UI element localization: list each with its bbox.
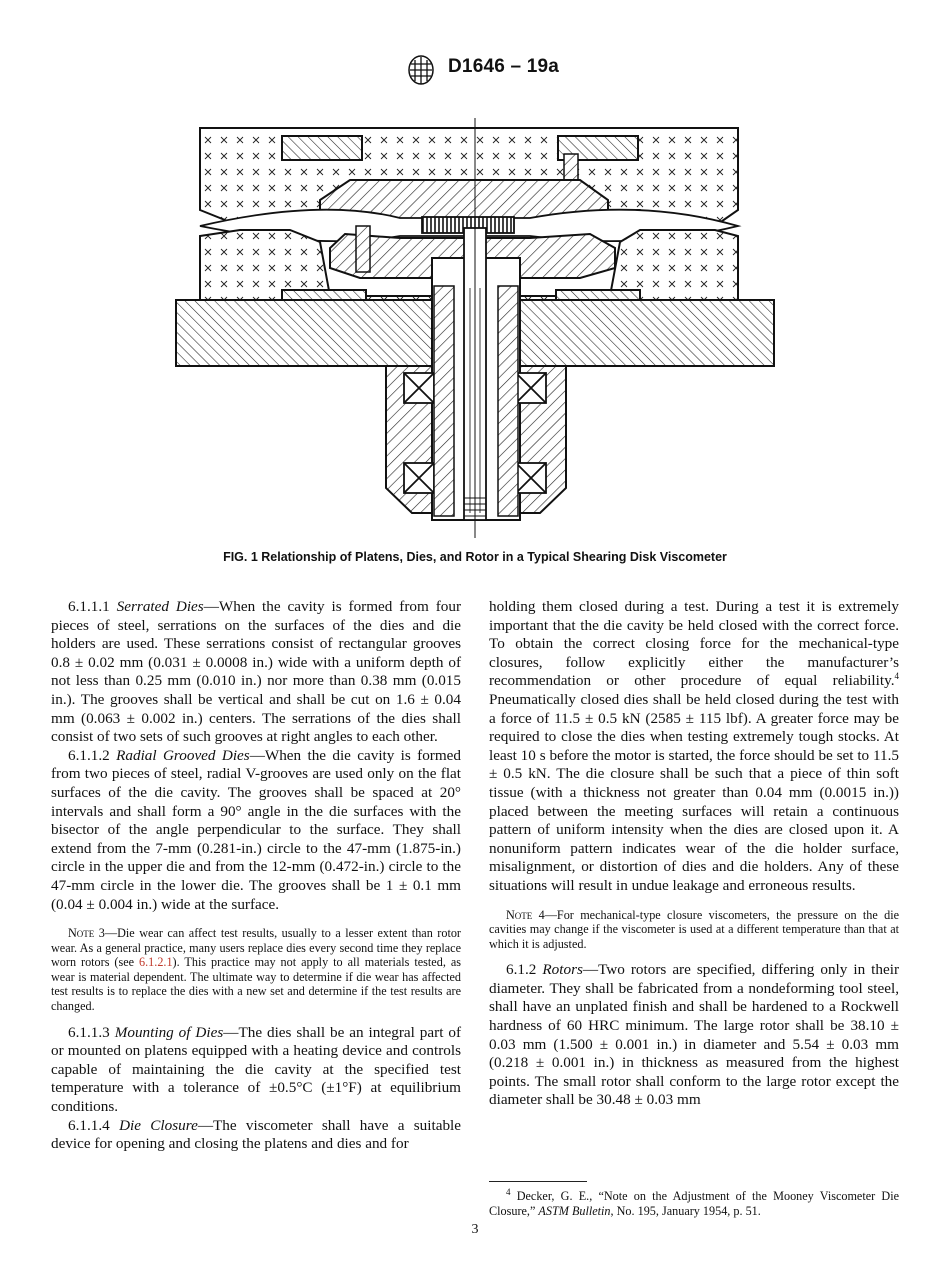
footnote-text: , No. 195, January 1954, p. 51. [610,1204,761,1218]
page-header [0,54,950,88]
astm-logo-icon [402,54,440,86]
viscometer-cross-section-figure [170,118,782,540]
footnote-ref[interactable]: 4 [894,671,899,682]
section-title: Mounting of Dies [114,1023,224,1041]
section-title: Serrated Dies [116,598,204,615]
section-6-1-1-2 [51,747,461,914]
note-text: —For mechanical-type closure viscometers, the pressure on the die cavities may change if the viscometer is used at a different temperature than that at which it is adjusted. [489,907,899,951]
left-column [51,598,461,1154]
section-title: Die Closure [119,1116,198,1134]
section-6-1-1-4-continued [489,598,899,896]
section-text: —The dies shall be an integral part of or mounted on platens equipped with a heating device and controls capable of maintaining the die cavity at the specified test temperature with a tolerance of ±0.5°C (±1°F) at equilibrium conditions. [51,1023,461,1116]
right-column [489,598,899,1110]
section-text: holding them closed during a test. During a test it is extremely important that the die cavity be held closed with the correct force. To obtain the correct closing force for the mechanical-type closures, follow explicitly either the manufacturer’s recommendation or other procedure of equal reliability. [489,598,899,690]
section-text: —When the cavity is formed from four pieces of steel, serrations on the surfaces of the dies and die holders are used. These serrations consist of rectangular grooves 0.8 ± 0.02 mm (0.031 ± 0.0008 in.) wide with a uniform depth of not less than 0.25 mm (0.010 in.) nor more than 0.38 mm (0.015 in.). The grooves shall be vertical and shall be cut on 1.6 ± 0.04 mm (0.063 ± 0.002 in.) centers. The serrations of the dies shall consist of two sets of such grooves at right angles to each other. [51,598,461,746]
section-number: 6.1.1.2 [68,746,110,764]
section-text: —When the die cavity is formed from two pieces of steel, radial V-grooves are used only on the flat surfaces of the die cavity. The grooves shall be spaced at 20° intervals and shall form a 90° angle in the die surfaces with the bisector of the angle perpendicular to the surface. They shall extend from the 7-mm (0.281-in.) circle to the 47-mm (1.875-in.) circle in the upper die and from the 12-mm (0.472-in.) circle to the 47-mm circle in the lower die. The grooves shall be 1 ± 0.1 mm (0.04 ± 0.004 in.) wide at the surface. [51,746,462,913]
section-text: Pneumatically closed dies shall be held closed during the test with a force of 11.5 ± 0.5 kN (2585 ± 115 lbf). A greater force may be required to close the dies when testing extremely tough stocks. At least 10 s before the motor is started, the force should be set to 11.5 ± 0.5 kN. The die closure shall be such that a piece of thin soft tissue (with a thickness not greater than 0.04 mm (0.0015 in.)) placed between the meeting surfaces will retain a continuous pattern of uniform intensity when the dies are closed upon it. A nonuniform pattern indicates wear of the die holder surface, misalignment, or distortion of dies and die holders. Any of these situations will result in undue leakage and erroneous results. [489,690,899,894]
section-number: 6.1.2 [506,961,537,979]
page-number: 3 [471,1222,479,1237]
section-text: —The viscometer shall have a suitable device for opening and closing the platens and dies and for [51,1116,462,1153]
note-3 [51,926,461,1014]
footnote-4 [489,1186,899,1219]
footnote-divider [489,1181,587,1182]
section-number: 6.1.1.4 [68,1116,110,1134]
section-title: Rotors [542,961,583,979]
upper-heater-left [282,136,362,160]
footnote-journal: ASTM Bulletin [538,1204,611,1218]
note-label: Note 4 [506,907,545,922]
section-title: Radial Grooved Dies [116,746,250,764]
section-6-1-1-1 [51,598,461,747]
note-text: ). This practice may not apply to all materials tested, as wear is material dependent. The ultimate way to determine if die wear has affected test results is to replace the dies with a new set and determine if the test results are changed. [51,955,461,1014]
footnote-number: 4 [506,1186,511,1197]
figure-caption: FIG. 1 Relationship of Platens, Dies, and Rotor in a Typical Shearing Disk Viscometer [223,550,727,564]
note-4 [489,908,899,952]
section-6-1-1-4 [51,1117,461,1154]
note-label: Note 3 [68,926,105,941]
section-text: —Two rotors are specified, differing only in their diameter. They shall be fabricated from a nondeforming tool steel, shall have an unplated finish and shall be hardened to a Rockwell hardness of 60 HRC minimum. The large rotor shall be 38.10 ± 0.03 mm (1.500 ± 0.001 in.) in diameter and 5.54 ± 0.03 mm (0.218 ± 0.001 in.) in thickness as measured from the highest points. The small rotor shall conform to the large rotor except the diameter shall be 30.48 ± 0.03 mm [489,961,900,1109]
section-link[interactable]: 6.1.2.1 [139,955,173,970]
section-6-1-1-3 [51,1024,461,1117]
section-6-1-2 [489,961,899,1110]
note-text: —Die wear can affect test results, usually to a lesser extent than rotor wear. As a general practice, many users replace dies every second time they replace worn rotors (see [51,926,461,970]
document-designation: D1646 – 19a [448,56,560,77]
footnote-text: Decker, G. E., “Note on the Adjustment of the Mooney Viscometer Die Closure,” [489,1189,899,1218]
section-number: 6.1.1.3 [68,1023,110,1041]
section-number: 6.1.1.1 [68,598,110,615]
